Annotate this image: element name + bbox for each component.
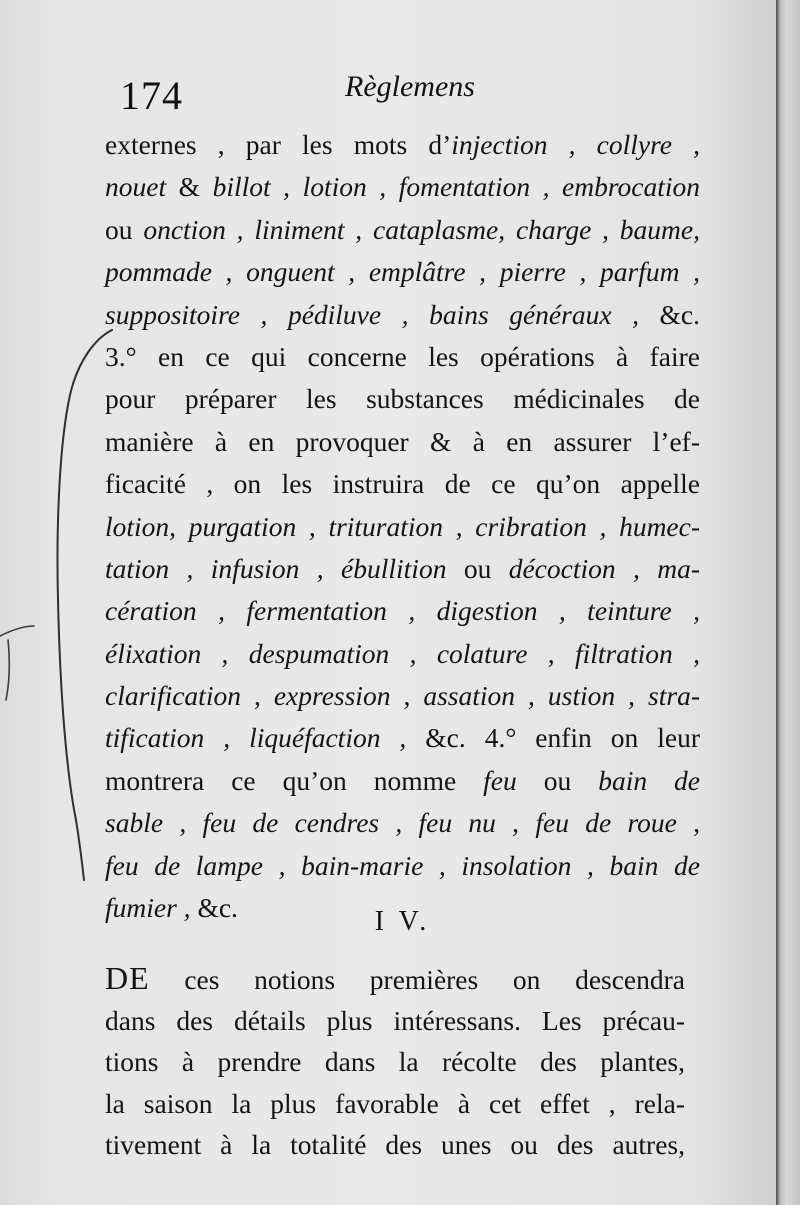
text-run: ficacité , on les instruira de ce qu’on appelle bbox=[105, 468, 700, 500]
italic-term: tification , liquéfaction , bbox=[105, 722, 407, 754]
italic-term: décoction , ma- bbox=[508, 552, 700, 584]
text-line: la saison la plus favorable à cet effet , rela- bbox=[105, 1087, 685, 1119]
drop-capital: DE bbox=[105, 960, 150, 996]
text-run: 3.° en ce qui concerne les opérations à faire bbox=[105, 340, 700, 372]
text-line: tions à prendre dans la récolte des plantes, bbox=[105, 1046, 685, 1077]
italic-term: tation , infusion , ébullition bbox=[105, 552, 447, 584]
italic-term: feu de lampe , bain-marie , insolation , bain de bbox=[105, 849, 700, 881]
italic-term: clarification , expression , assation , ustion , stra- bbox=[105, 680, 700, 712]
text-run: &c. 4.° enfin on leur bbox=[406, 722, 700, 754]
text-run: &c. bbox=[638, 298, 700, 330]
italic-term: bain de bbox=[598, 764, 700, 796]
italic-term: onction , liniment , cataplasme, charge , baume, bbox=[143, 213, 700, 245]
text-run: externes , par les mots d’ bbox=[105, 129, 452, 160]
text-run: pour préparer les substances médicinales de bbox=[105, 383, 700, 415]
italic-term: feu bbox=[483, 764, 517, 796]
italic-term: élixation , despumation , colature , filtration , bbox=[105, 637, 700, 669]
page-edge bbox=[776, 0, 800, 1205]
italic-term: billot , lotion , fomentation , embrocation bbox=[212, 171, 701, 203]
italic-term: injection , collyre , bbox=[451, 129, 700, 160]
italic-term: nouet bbox=[105, 171, 167, 203]
section-heading: I V. bbox=[374, 906, 431, 937]
text-run: ou bbox=[516, 764, 599, 796]
text-line: dans des détails plus intéressans. Les précau- bbox=[105, 1004, 685, 1036]
italic-term: fumier , bbox=[105, 892, 191, 924]
text-run: &c. bbox=[190, 892, 238, 924]
text-line-content: ces notions premières on descendra bbox=[184, 964, 686, 995]
text-run: manière à en provoquer & à en assurer l’ef- bbox=[105, 425, 700, 457]
italic-term: suppositoire , pédiluve , bains généraux , bbox=[105, 298, 639, 330]
text-run: ou bbox=[105, 213, 144, 245]
page-number: 174 bbox=[120, 73, 183, 118]
text-run: ou bbox=[446, 552, 509, 584]
running-head: Règlemens bbox=[345, 70, 475, 103]
text-run: & bbox=[166, 171, 213, 203]
text-run: montrera ce qu’on nomme bbox=[105, 764, 484, 796]
italic-term: lotion, purgation , trituration , cribration , humec- bbox=[105, 510, 700, 542]
italic-term: cération , fermentation , digestion , teinture , bbox=[105, 595, 700, 627]
italic-term: pommade , onguent , emplâtre , pierre , parfum , bbox=[105, 256, 700, 288]
italic-term: sable , feu de cendres , feu nu , feu de roue , bbox=[105, 807, 700, 839]
text-line: tivement à la totalité des unes ou des autres, bbox=[105, 1129, 685, 1160]
